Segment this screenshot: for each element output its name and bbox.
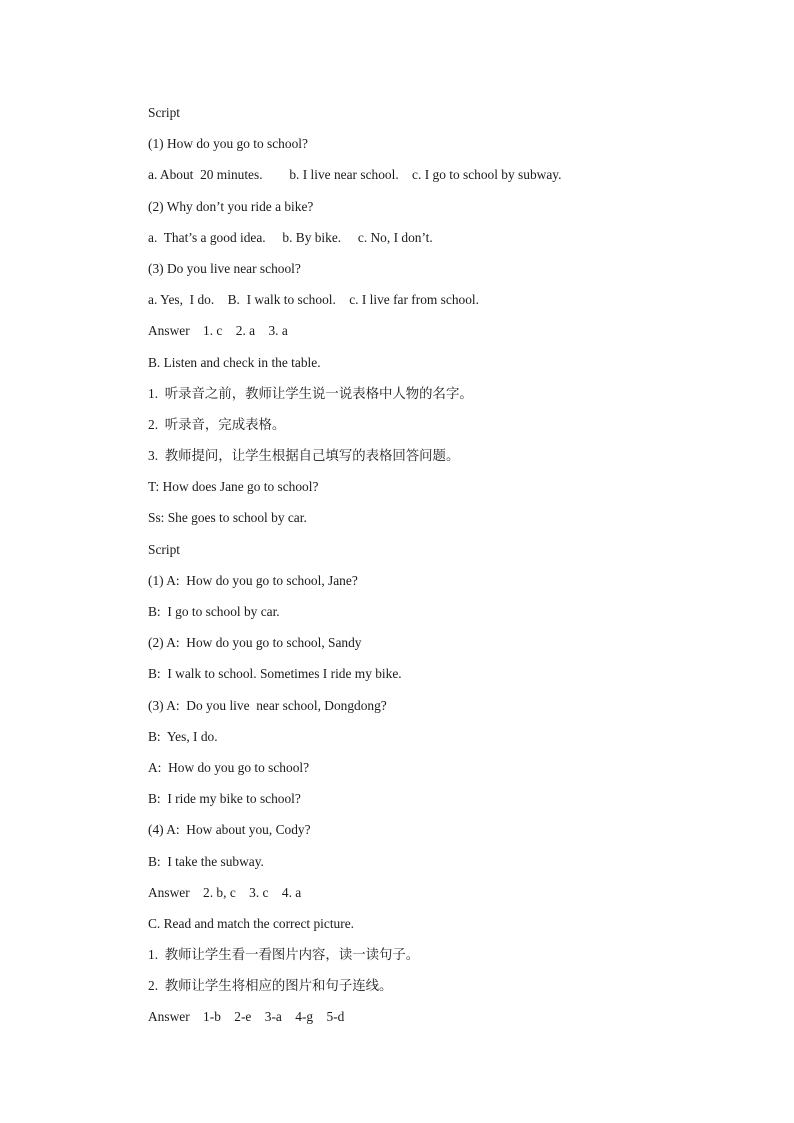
answer-c: Answer 1-b 2-e 3-a 4-g 5-d [148,1009,345,1025]
answer-b: Answer 2. b, c 3. c 4. a [148,884,302,900]
question-1: (1) How do you go to school? [148,136,308,152]
instruction-b-1: 1. 听录音之前，教师让学生说一说表格中人物的名字。 [148,385,473,401]
dialogue-2-b: B: I walk to school. Sometimes I ride my bike. [148,666,402,682]
dialogue-3-b2: B: I ride my bike to school? [148,791,301,807]
dialogue-3-a2: A: How do you go to school? [148,759,310,775]
dialogue-3-b: B: Yes, I do. [148,728,218,744]
dialogue-3-a: (3) A: Do you live near school, Dongdong? [148,697,387,713]
options-1: a. About 20 minutes. b. I live near school. c. I go to school by subway. [148,167,562,183]
answer-a: Answer 1. c 2. a 3. a [148,323,288,339]
teacher-question: T: How does Jane go to school? [148,479,319,495]
dialogue-4-a: (4) A: How about you, Cody? [148,822,311,838]
instruction-b-3: 3. 教师提问，让学生根据自己填写的表格回答问题。 [148,448,460,464]
question-2: (2) Why don’t you ride a bike? [148,198,314,214]
options-3: a. Yes, I do. B. I walk to school. c. I live far from school. [148,292,479,308]
instruction-c-2: 2. 教师让学生将相应的图片和句子连线。 [148,978,393,994]
options-2: a. That’s a good idea. b. By bike. c. No, I don’t. [148,229,433,245]
section-heading-script-b: Script [148,541,180,557]
section-heading-script: Script [148,105,180,120]
document-body [148,101,708,1037]
section-heading-c: C. Read and match the correct picture. [148,915,354,931]
instruction-c-1: 1. 教师让学生看一看图片内容，读一读句子。 [148,947,420,963]
students-answer: Ss: She goes to school by car. [148,510,307,526]
dialogue-2-a: (2) A: How do you go to school, Sandy [148,635,362,651]
dialogue-1-b: B: I go to school by car. [148,604,280,619]
dialogue-1-a: (1) A: How do you go to school, Jane? [148,572,358,588]
question-3: (3) Do you live near school? [148,260,301,276]
dialogue-4-b: B: I take the subway. [148,853,264,869]
instruction-b-2: 2. 听录音，完成表格。 [148,416,286,432]
section-heading-b: B. Listen and check in the table. [148,354,321,370]
